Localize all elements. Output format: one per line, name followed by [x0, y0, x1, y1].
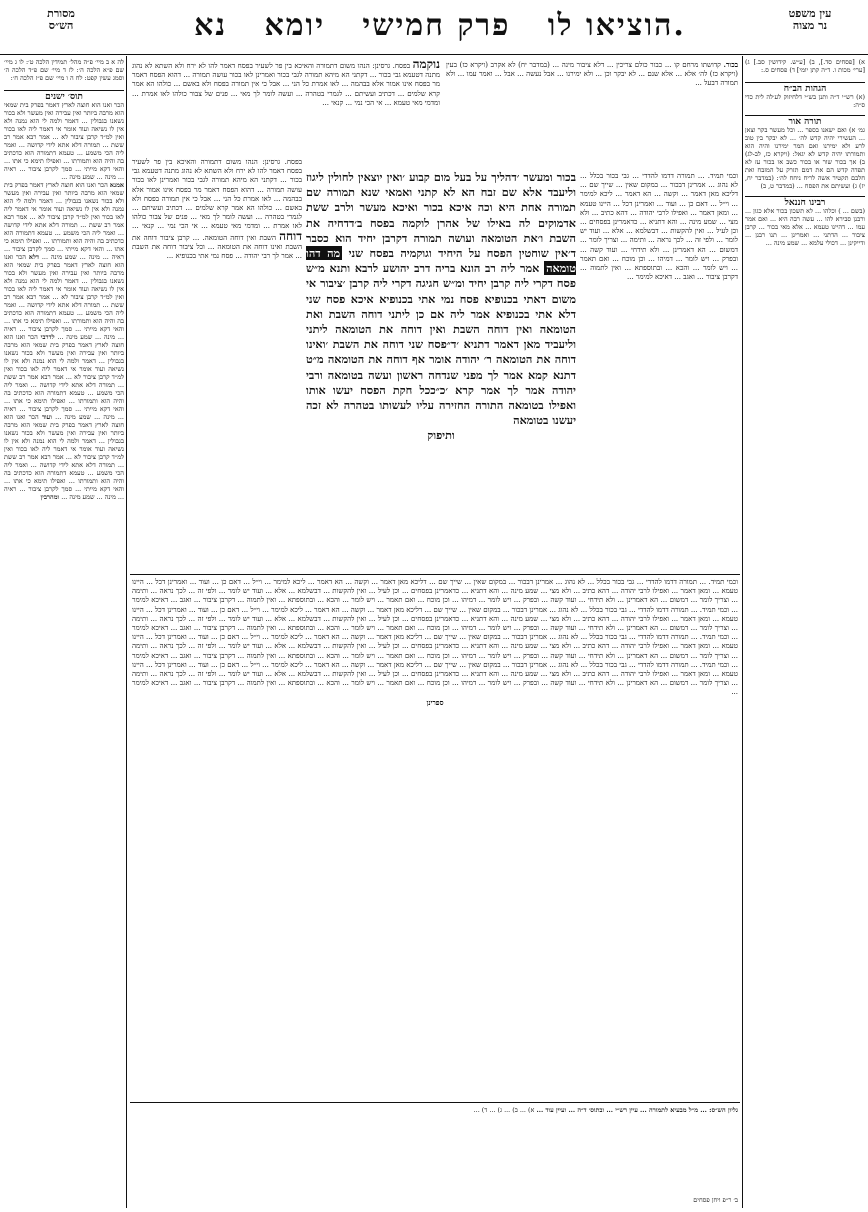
rashi-dibbur-2: דוחה	[279, 228, 302, 243]
tosafot-yeshanim-text: הכר ואנו הוא חוצה לארץ דאמר בפרק בית שמאי הוא מרבה ביותר ואין עבירה ואין מעשר ולא בכור נשאנו בגבולין ... דאמר ולמה לי הוא נמנה ולא אין לו נשיאה ועוד אומר אי דאמר ליה לאו בכור ואין למ״ד קרבן ציבור לא ... אמר רבא אמר רב ששת ... תמורה דלא אתא לידי קדושה ... ואמר ליה הכי משמע ... טעמא דתמורה הוא כדכתיב בה והיה הוא ותמורתו ... ואפילו תימא כי אתו ... והאי דקא מייתי ... סמך לקרבן ציבור ... ראיה ... מינה ... שמע מינה ...	[4, 101, 124, 181]
footnotes-rule	[130, 1102, 740, 1103]
tosafot-upper-column	[580, 172, 738, 568]
gemara-bottom-rule	[130, 574, 740, 575]
page-title: הוציאו לו פרק חמישי יומא נא.	[194, 8, 686, 43]
gemara-opening-word: בכור.	[723, 60, 738, 69]
gemara-main	[306, 170, 576, 570]
rashi-text-cont: בפסח. גרסינן: הנהו משום דתמורה והאיכא בין פר לשעיר בפסח דאמר להו לא ירח ולא השתא לא נהוג מתנה דטעמא גבי בכור ... דקתני הא מיהא תמורה לגבי בכור ואמרינן לאו בכור עושה תמורה ... דהוא הפסח דאמר מר בפסח אינו אמור אלא בבהמה ... לאו אמרת כל הני ... אבל כי אין תמורה בפסח ולא באשם ... כולהו הא אמר קרא שלמים ... דכתיב ועשיתם ... לגמרי בטהרה ... ועשה לומר לך מאי ... פנים של צבור כולהו לאו אמרת ... ומדמי מאי טעמא ... אי הכי נמי ... קנאי ...	[132, 158, 302, 231]
gemara-highlight: מה דהו טומאה	[306, 246, 576, 276]
footnotes	[132, 1106, 738, 1196]
tosafot-wide-text-2: וכמי תמיד. ... תמורה דדמו להדדי ... גבי בכור בכלל ... לא נהוג ... אמרינן דבכור ... במקום שאין ... שייך שם ... דליכא מאן דאמר ... וקשה ... הא דאמר ... ליכא למימר ... וי״ל ... דאם כן ... ועוד ... ואמרינן דכל ... היינו טעמא ... ומאן דאמר ... ואפילו לרבי יהודה ... דהא כתיב ... ולא מצי ... שמע מינה ... והא דתניא ... כדאמרינן בפסחים ... וכן לעיל ... ואין להקשות ... דבשלמא ... אלא ... ועוד יש לומר ... ולפי זה ... לכך נראה ... ותימה ... וצריך לומר ... דמשום ... הא דאמרינן ... ולא תידחי ... ועוד קשה ... ובפרק ... ויש לומר ... דמיהו ... וכן מוכח ... ואם תאמר ... ויש לומר ... והכא ... ובתוספתא ... ואין לתמוה ... דקרבן ציבור ... ואגב ... דאיכא למימר ...	[132, 605, 738, 642]
header-rule	[0, 54, 868, 55]
gemara-main-text: בכור ומעשר ׳דהליך על בעל מום קבוע ׳ואין יוצאין לחולין ליגוז וליעבד אלא שם זבח הא לא קתני ואמאי שנא תמורה שם תמורה אחת היא וכה איכא בכור ואיכא מעשר ולרב ששת אדמוקים לה באילו של אהרן לוקמה בפסח ב׳דדחיה את השבת ו׳את הטומאה ועושה תמורה דקרבן יחיד הוא כסבר ד׳אין שוחטין הפסח על היחיד וגוקמיה בפסח שני	[306, 170, 576, 261]
masoret-entries: א) [פסחים סד.], ב) [ע״ש. קידושין סב.] ג) [ערי׳ מכות ו. ד״ה קתן יומי] ד) פסחים ס.:	[745, 58, 865, 74]
gemara-main-text-2: אמר ליה רב הונא בריה דרב יהושע לרבא ותנא מ״ש פסח דקרי ליה קרבן יחיד ומ״ש חגיגה דקרי ליה קרבן ׳ציבור אי משום דאתי בכנופיא פסח נמי אתי בכנופיא איכא פסח שני דלא אתי בכנופיא אמר ליה אם כן ליתני דוחה השבת ואת הטומאה ואין דוחה השבת ואין דוחה את הטומאה ליתני וליעביד מאן דאמר דתניא ׳ד״פסח שני דוחה את השבת ׳ואינו דוחה את הטומאה ר׳ יהודה אומר אף דוחה את הטומאה מ״ט דתנא קמא אמר לך מפני שנדחה ראשון ועשה בטומאה ורבי יהודה אמר לך אמר קרא ׳כ״ככל חקת הפסח יעשו אותו ואפילו בטומאה התורה החזירה עליו לעשותו בטהרה לא זכה יעשנו בטומאה	[306, 261, 576, 428]
tosafot-yeshanim-title: תוס׳ ישנים	[45, 92, 83, 102]
tosafot-closing: ספרינן	[426, 697, 444, 707]
torah-or-title: תורה אור	[788, 117, 822, 127]
ein-mishpat-margin	[4, 58, 124, 1208]
margin-heading-5: ומהרבין	[40, 493, 60, 501]
tosafot-wide	[132, 578, 738, 1098]
left-column-rule	[126, 56, 127, 1208]
ein-mishpat-header: עין משפט נר מצוה	[788, 7, 832, 32]
tosafot-wide-text-4: וכמי תמיד. ... תמורה דדמו להדדי ... גבי בכור בכלל ... לא נהוג ... אמרינן דבכור ... במקום שאין ... שייך שם ... דליכא מאן דאמר ... וקשה ... הא דאמר ... ליכא למימר ... וי״ל ... דאם כן ... ועוד ... ואמרינן דכל ... היינו טעמא ... ומאן דאמר ... ואפילו לרבי יהודה ... דהא כתיב ... ולא מצי ... שמע מינה ... והא דתניא ... כדאמרינן בפסחים ... וכן לעיל ... ואין להקשות ... דבשלמא ... אלא ... ועוד יש לומר ... ולפי זה ... לכך נראה ... ותימה ... וצריך לומר ... דמשום ... הא דאמרינן ... ולא תידחי ... ועוד קשה ... ובפרק ... ויש לומר ... דמיהו ... וכן מוכח ... ואם תאמר ... ויש לומר ... והכא ... ובתוספתא ... ואין לתמוה ... דקרבן ציבור ... ואגב ... דאיכא למימר ...	[132, 660, 738, 697]
gemara-opening	[446, 60, 738, 170]
footnote-notes: א) ... ב) ... ג) ... ד) ...	[473, 1106, 535, 1114]
tosafot-wide-text: וכמי תמיד. ... תמורה דדמו להדדי ... גבי בכור בכלל ... לא נהוג ... אמרינן דבכור ... במקום שאין ... שייך שם ... דליכא מאן דאמר ... וקשה ... הא דאמר ... ליכא למימר ... וי״ל ... דאם כן ... ועוד ... ואמרינן דכל ... היינו טעמא ... ומאן דאמר ... ואפילו לרבי יהודה ... דהא כתיב ... ולא מצי ... שמע מינה ... והא דתניא ... כדאמרינן בפסחים ... וכן לעיל ... ואין להקשות ... דבשלמא ... אלא ... ועוד יש לומר ... ולפי זה ... לכך נראה ... ותימה ... וצריך לומר ... דמשום ... הא דאמרינן ... ולא תידחי ... ועוד קשה ... ובפרק ... ויש לומר ... דמיהו ... וכן מוכח ... ואם תאמר ... ויש לומר ... והכא ... ובתוספתא ... ואין לתמוה ... דקרבן ציבור ... ואגב ... דאיכא למימר ...	[132, 578, 738, 614]
rabbeinu-chananel-text: (בשם ... ) וכלהו ... לא תשכון בכור אלא כגון ... ורבנן סבירא להו ... עשה רבה היא ... ואם אמר עמו ... דהיינו טעמא ... אלא מאי בכור ... קרבן ציבור ... הדתני ... ואמרינן ... תנו רבנן ... ודייקינן ... דכולי עלמא ... שמע מינה ...	[745, 207, 865, 247]
margin-heading-2: דלא	[28, 253, 40, 261]
margin-heading-1: אמנא	[109, 181, 124, 189]
hagahot-text: (א) רש״י ד״ה ותנן בש״י דלחיזוק לע׳לה לית כדי ס״ה:	[745, 93, 865, 109]
rashi-heading: נוקמה	[412, 60, 440, 71]
torah-or-text: גמ׳ א) ואם ישאנו בספר ... וכל מעשר בקר וצאן ... העשירי יהיה קדש לה׳ ... לא יבקר בין טוב לרע ולא ימירנו ואם המר ימירנו והיה הוא ותמורתו יהיה קדש לא יגאל: (ויקרא כז, לב-לג) ב) אך בכור שור או בכור כשב או בכור עז לא תפדה קדש הם את דמם תזרק על המזבח ואת חלבם תקטיר אשה לריח ניחח לה׳: (במדבר יח, יז) ג) ועשיתם את הפסח ... (במדבר ט, ב)	[745, 126, 865, 190]
margin-heading-3: לדרבי	[40, 333, 55, 341]
ein-mishpat-entries: לה א ב מיי׳ פ״ה מהל׳ תמידין הלכה ט׳: לו ג מיי׳ שם פ״א הלכה ה׳: לז ד מיי׳ שם פ״ד הלכה ה׳ וסמג עשין קפט: לח ה ו מיי׳ שם פ״ז הלכה ח׳:	[4, 58, 124, 82]
tosafot-upper-text: וכמי תמיד. ... תמורה דדמו להדדי ... גבי בכור בכלל ... לא נהוג ... אמרינן דבכור ... במקום שאין ... שייך שם ... דליכא מאן דאמר ... וקשה ... הא דאמר ... ליכא למימר ... וי״ל ... דאם כן ... ועוד ... ואמרינן דכל ... היינו טעמא ... ומאן דאמר ... ואפילו לרבי יהודה ... דהא כתיב ... ולא מצי ... שמע מינה ... והא דתניא ... כדאמרינן בפסחים ... וכן לעיל ... ואין להקשות ... דבשלמא ... אלא ... ועוד יש לומר ... ולפי זה ... לכך נראה ... ותימה ... וצריך לומר ... דמשום ... הא דאמרינן ... ולא תידחי ... ועוד קשה ... ובפרק ... ויש לומר ... דמיהו ... וכן מוכח ... ואם תאמר ... ויש לומר ... והכא ... ובתוספתא ... ואין לתמוה ... דקרבן ציבור ... ואגב ... דאיכא למימר ...	[580, 172, 738, 282]
masoret-hashas-header: מסורת הש״ס	[47, 7, 75, 32]
right-column-rule	[742, 56, 743, 1208]
rashi-text: בפסח. גרסינן: הנהו משום דתמורה והאיכא בין פר לשעיר בפסח דאמר להו לא ירח ולא השתא לא נהוג מתנה דטעמא גבי בכור ... דקתני הא מיהא תמורה לגבי בכור ואמרינן לאו בכור עושה תמורה ... דהוא הפסח דאמר מר בפסח אינו אמור אלא בבהמה ... לאו אמרת כל הני ... אבל כי אין תמורה בפסח ולא באשם ... כולהו הא אמר קרא שלמים ... דכתיב ועשיתם ... לגמרי בטהרה ... ועשה לומר לך מאי ... פנים של צבור כולהו לאו אמרת ... ומדמי מאי טעמא ... אי הכי נמי ... קנאי ...	[132, 62, 440, 107]
rashi-text-2: השבת ואין דוחה הטומאה. ... קרבן ציבור דוחה את השבת ואינו דוחה את הטומאה ... וכל ציבור דוחה את השבת ... אמר לך רבי יהודה ... פסח נמי אתי בכנופיא ...	[132, 233, 302, 261]
masoret-margin	[745, 58, 865, 1208]
tosafot-yeshanim-text-3: הכר ואנו הוא חוצה לארץ דאמר בפרק בית שמאי הוא מרבה ביותר ואין עבירה ואין מעשר ולא בכור נשאנו בגבולין ... דאמר ולמה לי הוא נמנה ולא אין לו נשיאה ועוד אומר אי דאמר ליה לאו בכור ואין למ״ד קרבן ציבור לא ... אמר רבא אמר רב ששת ... תמורה דלא אתא לידי קדושה ... ואמר ליה הכי משמע ... טעמא דתמורה הוא כדכתיב בה והיה הוא ותמורתו ... ואפילו תימא כי אתו ... והאי דקא מייתי ... סמך לקרבן ציבור ... ראיה ... מינה ... שמע מינה ...	[4, 253, 124, 341]
gilyon-hashas: גליון הש״ס: ... מ״ל מבעיא לתמורה ... עיין רש״י ... ובתוס׳ ד״ה ... ועיין עוד ...	[534, 1106, 738, 1114]
tosafot-wide-text-3: וכמי תמיד. ... תמורה דדמו להדדי ... גבי בכור בכלל ... לא נהוג ... אמרינן דבכור ... במקום שאין ... שייך שם ... דליכא מאן דאמר ... וקשה ... הא דאמר ... ליכא למימר ... וי״ל ... דאם כן ... ועוד ... ואמרינן דכל ... היינו טעמא ... ומאן דאמר ... ואפילו לרבי יהודה ... דהא כתיב ... ולא מצי ... שמע מינה ... והא דתניא ... כדאמרינן בפסחים ... וכן לעיל ... ואין להקשות ... דבשלמא ... אלא ... ועוד יש לומר ... ולפי זה ... לכך נראה ... ותימה ... וצריך לומר ... דמשום ... הא דאמרינן ... ולא תידחי ... ועוד קשה ... ובפרק ... ויש לומר ... דמיהו ... וכן מוכח ... ואם תאמר ... ויש לומר ... והכא ... ובתוספתא ... ואין לתמוה ... דקרבן ציבור ... ואגב ... דאיכא למימר ...	[132, 633, 738, 669]
rashi-column	[132, 60, 440, 156]
margin-heading-4: ועוד	[41, 413, 52, 421]
gemara-closing: ותיפוק	[427, 428, 455, 443]
tosafot-yeshanim-text-5: הכר ואנו הוא חוצה לארץ דאמר בפרק בית שמאי הוא מרבה ביותר ואין עבירה ואין מעשר ולא בכור נשאנו בגבולין ... דאמר ולמה לי הוא נמנה ולא אין לו נשיאה ועוד אומר אי דאמר ליה לאו בכור ואין למ״ד קרבן ציבור לא ... אמר רבא אמר רב ששת ... תמורה דלא אתא לידי קדושה ... ואמר ליה הכי משמע ... טעמא דתמורה הוא כדכתיב בה והיה הוא ותמורתו ... ואפילו תימא כי אתו ... והאי דקא מייתי ... סמך לקרבן ציבור ... ראיה ... מינה ... שמע מינה ...	[4, 413, 124, 501]
bottom-line: ב׳ ר״פ ויחן פסחים	[693, 1196, 738, 1204]
tosafot-yeshanim-text-2: הכר ואנו הוא חוצה לארץ דאמר בפרק בית שמאי הוא מרבה ביותר ואין עבירה ואין מעשר ולא בכור נשאנו בגבולין ... דאמר ולמה לי הוא נמנה ולא אין לו נשיאה ועוד אומר אי דאמר ליה לאו בכור ואין למ״ד קרבן ציבור לא ... אמר רבא אמר רב ששת ... תמורה דלא אתא לידי קדושה ... ואמר ליה הכי משמע ... טעמא דתמורה הוא כדכתיב בה והיה הוא ותמורתו ... ואפילו תימא כי אתו ... והאי דקא מייתי ... סמך לקרבן ציבור ... ראיה ... מינה ... שמע מינה ...	[4, 181, 124, 261]
gemara-opening-text: קדושתו מרחם קו ... כבור כולם צריכין ... דלא ציבור מינה ... (במדבר יח) לא אקרב (ויקרא כז) בעין (ויקרא כז) לה׳ אלא ... אלא שנם ... לא יבקר וכן ... ולא ימירנו ... אבל נעשה ... אבל ... ואמר עמו ... ולא תמורה דבעל ...	[446, 61, 738, 88]
rabbeinu-chananel-title: רבינו חננאל	[784, 198, 826, 208]
rashi-column-lower	[132, 158, 302, 568]
hagahot-title: הגהות הב״ח	[783, 84, 827, 94]
tosafot-yeshanim-text-4: הכר ואנו הוא חוצה לארץ דאמר בפרק בית שמאי הוא מרבה ביותר ואין עבירה ואין מעשר ולא בכור נשאנו בגבולין ... דאמר ולמה לי הוא נמנה ולא אין לו נשיאה ועוד אומר אי דאמר ליה לאו בכור ואין למ״ד קרבן ציבור לא ... אמר רבא אמר רב ששת ... תמורה דלא אתא לידי קדושה ... ואמר ליה הכי משמע ... טעמא דתמורה הוא כדכתיב בה והיה הוא ותמורתו ... ואפילו תימא כי אתו ... והאי דקא מייתי ... סמך לקרבן ציבור ... ראיה ... מינה ... שמע מינה ...	[4, 333, 124, 421]
